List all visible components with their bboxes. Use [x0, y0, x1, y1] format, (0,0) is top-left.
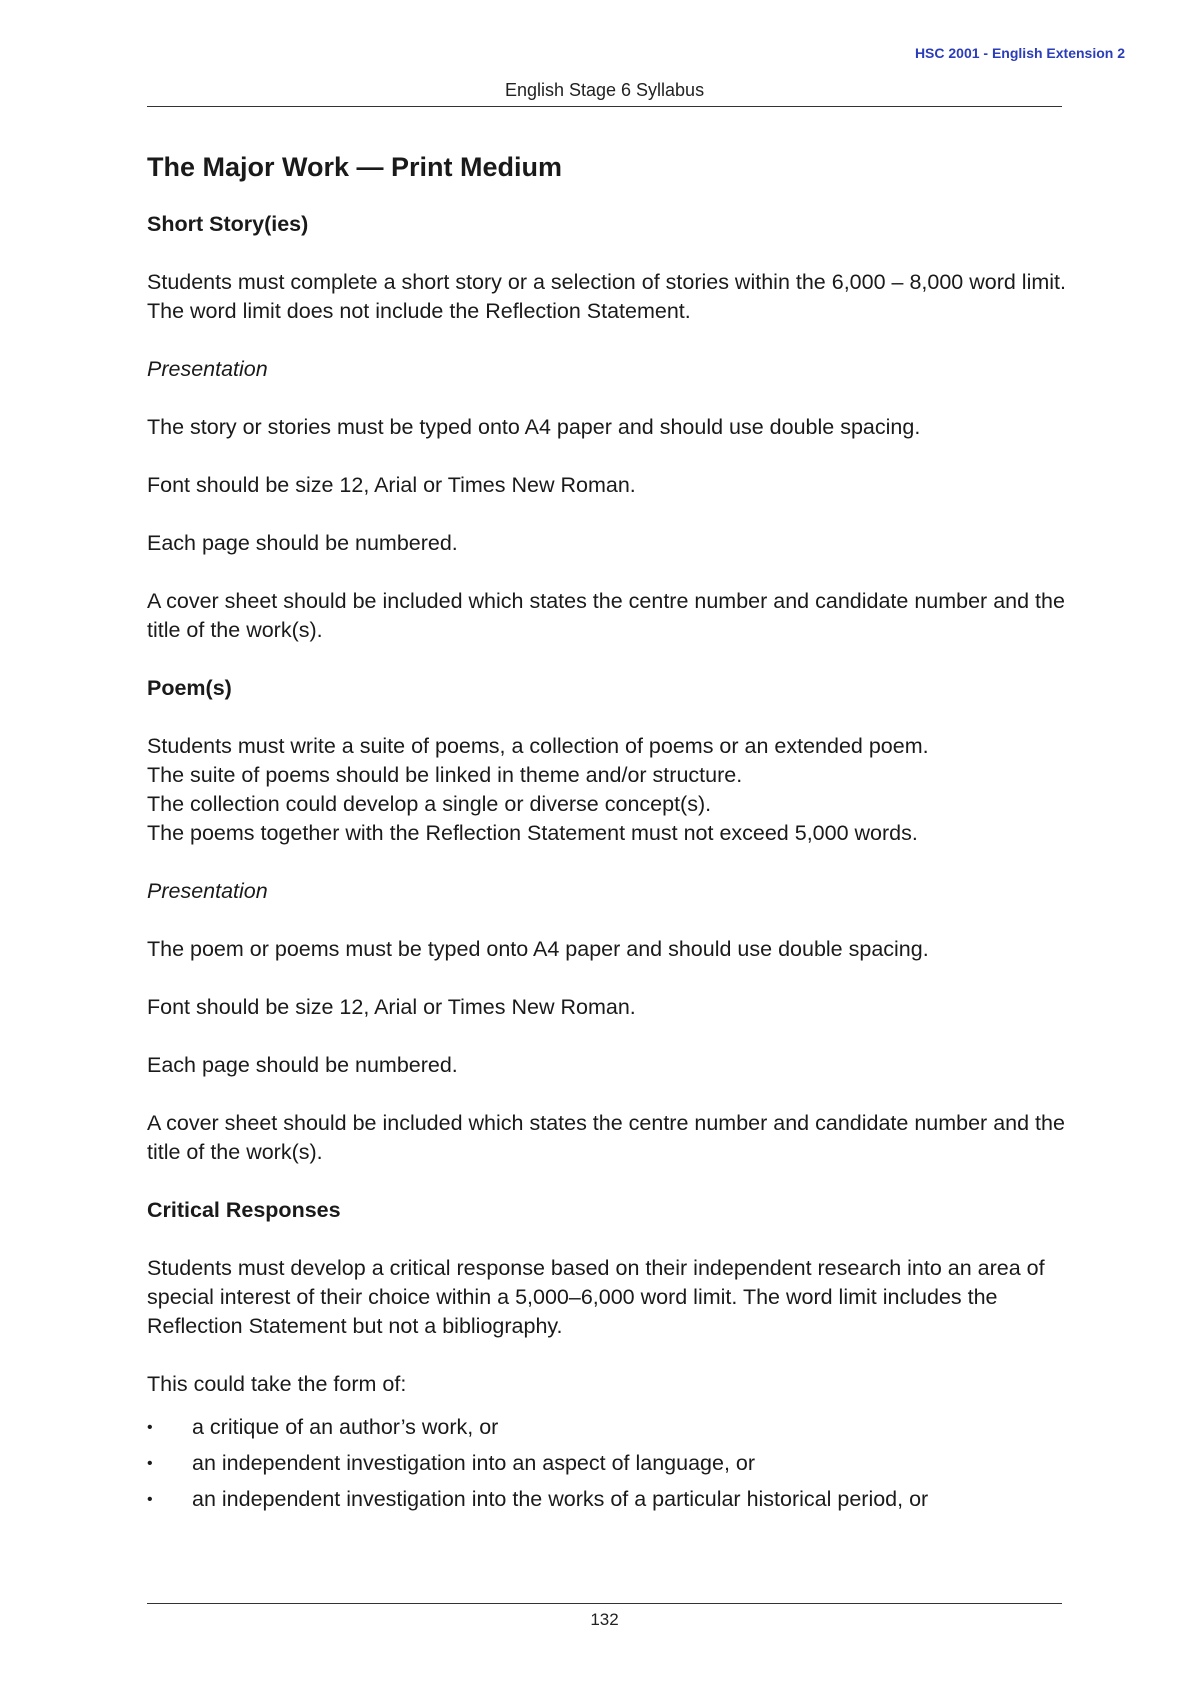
short-story-presentation-item: Each page should be numbered. [147, 531, 458, 555]
bullet-item [147, 1413, 1067, 1442]
short-story-presentation-item: The story or stories must be typed onto A4 paper and should use double spacing. [147, 415, 921, 439]
critical-responses-heading: Critical Responses [147, 1198, 341, 1222]
bullet-icon: • [147, 1455, 153, 1472]
critical-responses-form-intro: This could take the form of: [147, 1372, 407, 1396]
poems-intro-line: The poems together with the Reflection Statement must not exceed 5,000 words. [147, 821, 918, 845]
short-story-presentation-item: A cover sheet should be included which states the centre number and candidate number and the title of the work(s). [147, 589, 1065, 642]
poems-presentation-item: Font should be size 12, Arial or Times New Roman. [147, 995, 636, 1019]
critical-responses-intro: Students must develop a critical response based on their independent research into an area of special interest of their choice within a 5,000–6,000 word limit. The word limit includes the Reflection Statement but not a bibliography. [147, 1256, 1045, 1338]
poems-heading: Poem(s) [147, 676, 232, 700]
footer-divider [147, 1603, 1062, 1604]
document-series-tag: HSC 2001 - English Extension 2 [914, 45, 1125, 61]
header-divider [147, 106, 1062, 107]
bullet-icon: • [147, 1419, 153, 1436]
short-story-intro: Students must complete a short story or a selection of stories within the 6,000 – 8,000 word limit. The word limit does not include the Reflection Statement. [147, 270, 1066, 323]
bullet-text: an independent investigation into an aspect of language, or [192, 1451, 756, 1475]
running-header: English Stage 6 Syllabus [504, 80, 705, 100]
short-story-presentation-heading: Presentation [147, 357, 268, 381]
critical-responses-bullet-list [147, 1413, 1067, 1514]
poems-presentation-heading: Presentation [147, 879, 268, 903]
poems-presentation-item: Each page should be numbered. [147, 1053, 458, 1077]
page-number: 132 [590, 1610, 619, 1629]
bullet-item [147, 1449, 1067, 1478]
short-story-presentation-item: Font should be size 12, Arial or Times New Roman. [147, 473, 636, 497]
poems-presentation-item: The poem or poems must be typed onto A4 paper and should use double spacing. [147, 937, 929, 961]
poems-intro-line: The collection could develop a single or diverse concept(s). [147, 792, 712, 816]
short-story-heading: Short Story(ies) [147, 212, 309, 236]
poems-intro-line: The suite of poems should be linked in theme and/or structure. [147, 763, 743, 787]
bullet-item [147, 1485, 1067, 1514]
bullet-text: a critique of an author’s work, or [192, 1415, 499, 1439]
poems-presentation-item: A cover sheet should be included which states the centre number and candidate number and the title of the work(s). [147, 1111, 1065, 1164]
page-title: The Major Work — Print Medium [147, 152, 563, 182]
poems-intro-line: Students must write a suite of poems, a collection of poems or an extended poem. [147, 734, 929, 758]
bullet-icon: • [147, 1491, 153, 1508]
page-content [147, 150, 1067, 1521]
bullet-text: an independent investigation into the works of a particular historical period, or [192, 1487, 929, 1511]
